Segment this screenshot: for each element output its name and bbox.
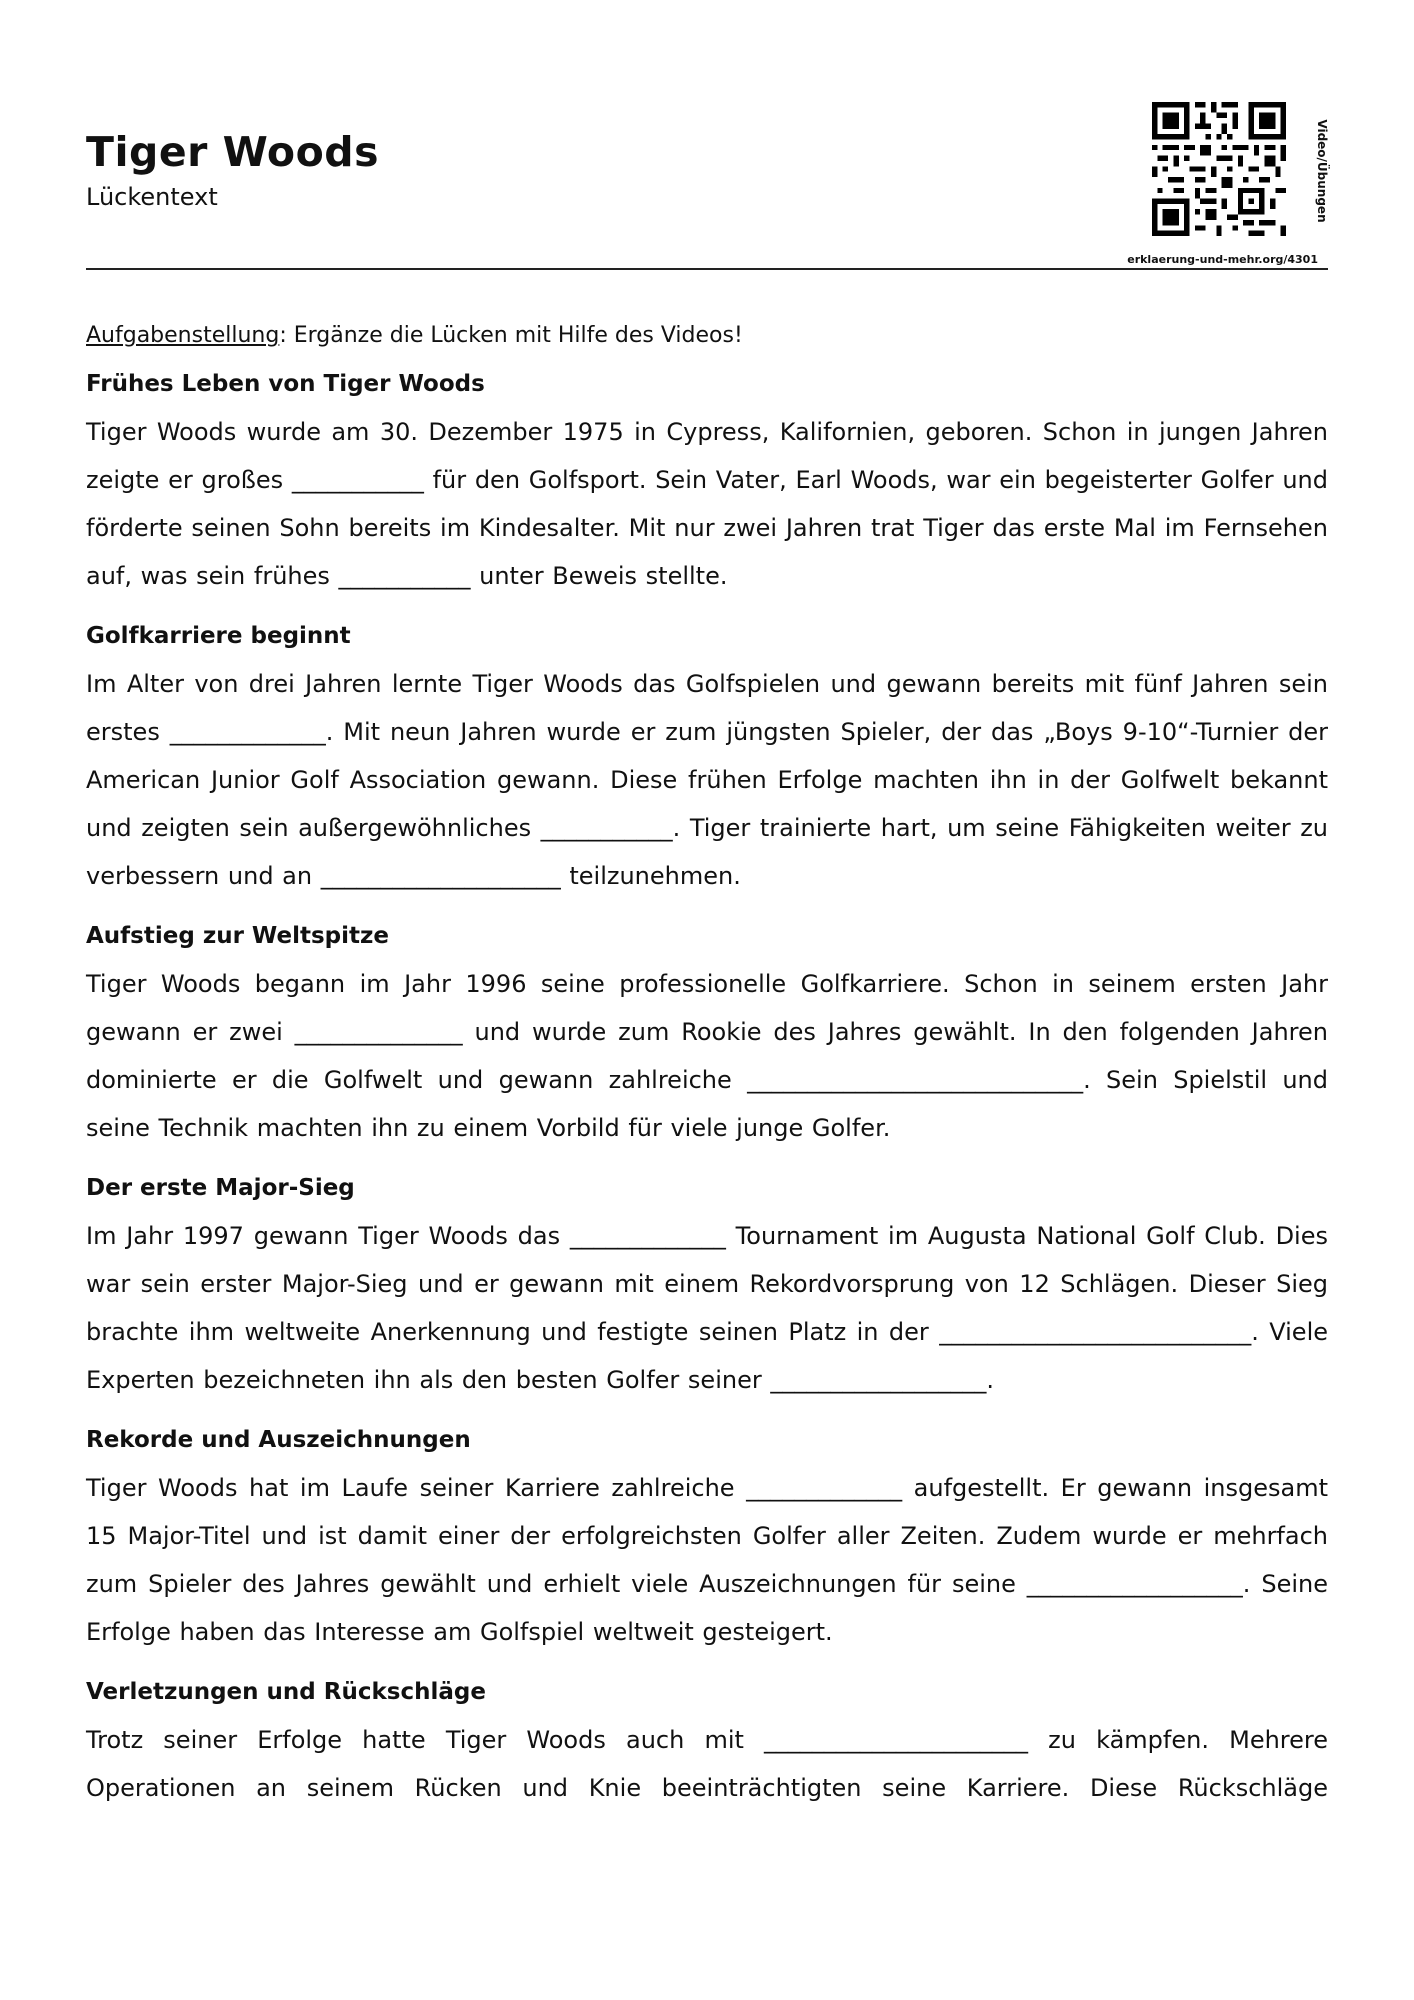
header-divider <box>86 268 1328 270</box>
section-heading: Frühes Leben von Tiger Woods <box>86 371 485 397</box>
section-rise-to-top <box>86 916 1328 1152</box>
section-text: Tiger Woods hat im Laufe seiner Karriere zahlreiche _____________ aufgestellt. Er gewann insgesamt 15 Major-Titel und ist damit einer der erfolgreichsten Golfer aller Zeiten. Zudem wurde er mehrfach zum Spieler des Jahres gewählt und erhielt viele Auszeichnungen für seine __________________. Seine Erfolge haben das Interesse am Golfspiel weltweit gesteigert. <box>86 1474 1328 1646</box>
section-heading: Aufstieg zur Weltspitze <box>86 923 389 949</box>
section-text: Im Alter von drei Jahren lernte Tiger Woods das Golfspielen und gewann bereits mit fünf Jahren sein erstes _____________. Mit neun Jahren wurde er zum jüngsten Spieler, der das „Boys 9-10“-Turnier der American Junior Golf Association gewann. Diese frühen Erfolge machten ihn in der Golfwelt bekannt und zeigten sein außergewöhnliches ___________. Tiger trainierte hart, um seine Fähigkeiten weiter zu verbessern und an ____________________ teilzunehmen. <box>86 670 1328 890</box>
worksheet-content <box>86 318 1328 1828</box>
page-title: Tiger Woods <box>86 128 380 176</box>
section-injuries-setbacks <box>86 1672 1328 1812</box>
section-records-awards <box>86 1420 1328 1656</box>
section-golf-career-begins <box>86 616 1328 900</box>
section-text: Trotz seiner Erfolge hatte Tiger Woods auch mit ______________________ zu kämpfen. Mehrere Operationen an seinem Rücken und Knie beeinträchtigten seine Karriere. Diese Rückschläge <box>86 1726 1328 1802</box>
task-instruction <box>86 318 1328 354</box>
source-url[interactable]: erklaerung-und-mehr.org/4301 <box>1127 253 1318 266</box>
section-heading: Rekorde und Auszeichnungen <box>86 1427 471 1453</box>
section-text: Tiger Woods wurde am 30. Dezember 1975 in Cypress, Kalifornien, geboren. Schon in jungen Jahren zeigte er großes ___________ für den Golfsport. Sein Vater, Earl Woods, war ein begeisterter Golfer und förderte seinen Sohn bereits im Kindesalter. Mit nur zwei Jahren trat Tiger das erste Mal im Fernsehen auf, was sein frühes ___________ unter Beweis stellte. <box>86 418 1328 590</box>
page-subtitle: Lückentext <box>86 183 218 211</box>
section-heading: Verletzungen und Rückschläge <box>86 1679 486 1705</box>
worksheet-header <box>86 0 1328 270</box>
section-text: Im Jahr 1997 gewann Tiger Woods das _____________ Tournament im Augusta National Golf Club. Dies war sein erster Major-Sieg und er gewann mit einem Rekordvorsprung von 12 Schlägen. Dieser Sieg brachte ihm weltweite Anerkennung und festigte seinen Platz in der __________________________. Viele Experten bezeichneten ihn als den besten Golfer seiner __________________. <box>86 1222 1328 1394</box>
qr-code-icon[interactable] <box>1152 102 1286 236</box>
section-text: Tiger Woods begann im Jahr 1996 seine professionelle Golfkarriere. Schon in seinem ersten Jahr gewann er zwei ______________ und wurde zum Rookie des Jahres gewählt. In den folgenden Jahren dominierte er die Golfwelt und gewann zahlreiche ____________________________. Sein Spielstil und seine Technik machten ihn zu einem Vorbild für viele junge Golfer. <box>86 970 1328 1142</box>
instruction-text: : Ergänze die Lücken mit Hilfe des Videos! <box>279 323 743 348</box>
section-heading: Golfkarriere beginnt <box>86 623 351 649</box>
section-early-life <box>86 364 1328 600</box>
section-first-major <box>86 1168 1328 1404</box>
section-heading: Der erste Major-Sieg <box>86 1175 355 1201</box>
video-exercises-label: Video/Übungen <box>1315 119 1329 223</box>
instruction-label: Aufgabenstellung <box>86 323 280 348</box>
